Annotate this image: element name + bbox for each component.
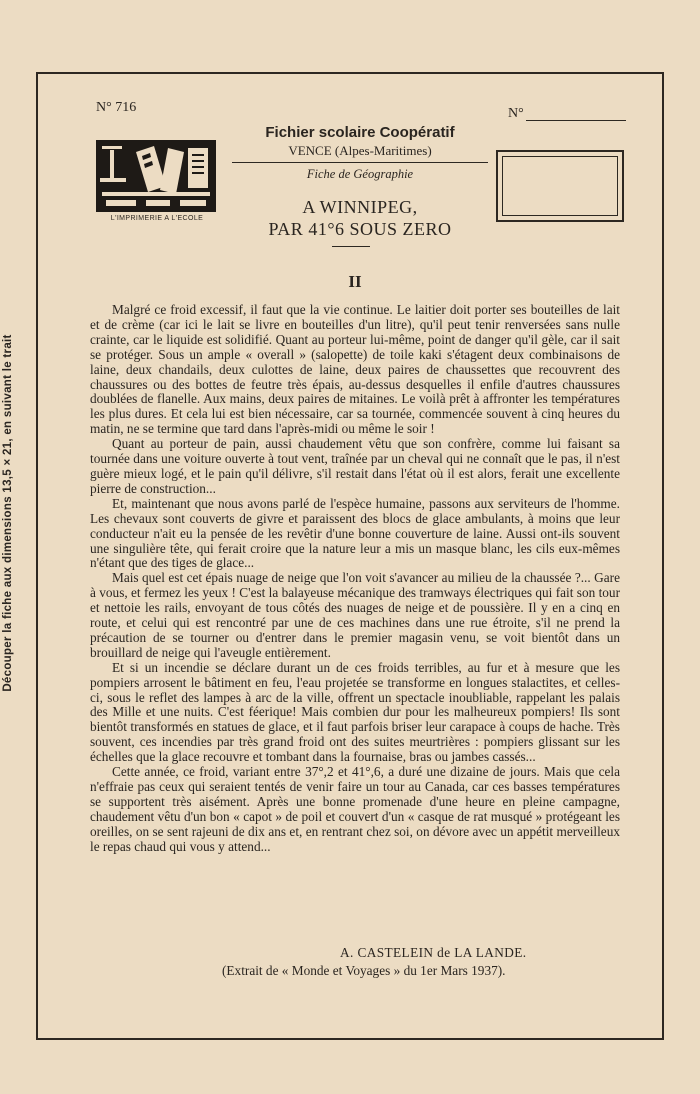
blank-number-label: N° [508, 106, 524, 121]
paragraph: Quant au porteur de pain, aussi chaudement vêtu que son confrère, comme lui faisant sa tournée dans une voiture ouverte à tout vent, traînée par un cheval qui ne connaît que le pas, il n'est guère mieux logé, et le pain qu'il délivre, s'il restait dans l'état où il est alors, ferait une excellente pierre de construction... [90, 436, 620, 496]
cut-instruction: Découper la fiche aux dimensions 13,5 × 21, en suivant le trait [2, 334, 14, 692]
header-divider [232, 162, 488, 163]
paragraph: Et, maintenant que nous avons parlé de l'espèce humaine, passons aux serviteurs de l'homme. Les chevaux sont couverts de givre et paraissent des blocs de glace ambulants, à moins que leur conducteur n'ait eu la pensée de les revêtir d'une bonne couverture de laine. Aussi ont-ils souvent une singulière tête, qui ferait croire que la nature leur a mis un masque blanc, les cils eux-mêmes n'étant que des tiges de glace... [90, 495, 620, 571]
paragraph: Mais quel est cet épais nuage de neige que l'on voit s'avancer au milieu de la chaussée ?... Gare à vous, et fermez les yeux ! C'est la balayeuse mécanique des tramways électriques qui fait son tour et nettoie les rails, envoyant de tous côtés des nuages de neige et de poussière. Il y en a cinq en route, et celui qui est rencontré par une de ces machines dans une rue étroite, s'il ne prend la précaution de se tourner ou d'entrer dans le premier magasin venu, se voit bientôt dans un brouillard de neige qui l'aveugle entièrement. [90, 570, 620, 660]
article-title-line2: PAR 41°6 SOUS ZERO [268, 219, 452, 239]
label-box-inner [502, 156, 618, 216]
title-divider [332, 246, 370, 247]
article-body [90, 303, 620, 855]
paragraph: Malgré ce froid excessif, il faut que la vie continue. Le laitier doit porter ses bouteilles de lait et de crème (car ici le lait se livre en bouteilles d'un litre), qu'il peut tenir renversées sans nulle crainte, car le liquide est solidifié. Quant au porteur lui-même, point de danger qu'il gèle, car il sait se protéger. Sous un ample « overall » (salopette) de toile kaki s'étagent deux combinaisons de laine, deux chandails, deux culottes de laine, deux paires de chaussettes que recouvrent des chaussures ou des bottes de feutre très épais, au-dessus desquelles il enfile d'autres chaussures doublées de flanelle. Aux mains, deux paires de mitaines. Le voilà prêt à affronter les températures les plus dures. Et cela lui est bien nécessaire, car sa tournée, commencée souvent à cinq heures du matin, ne se termine que tard dans l'après-midi ou même le soir ! [90, 302, 620, 437]
logo-caption: L'IMPRIMERIE A L'ECOLE [110, 215, 204, 222]
publisher-place: VENCE (Alpes-Maritimes) [288, 143, 432, 158]
article-title [230, 196, 490, 240]
blank-number-line [526, 120, 626, 121]
label-box [496, 150, 624, 222]
printing-press-logo [96, 140, 216, 212]
paragraph: Cette année, ce froid, variant entre 37°,2 et 41°,6, a duré une dizaine de jours. Mais que cela n'effraie pas ceux qui seraient tentés de venir faire un tour au Canada, car ces basses températures se supportent très aisément. Après une bonne promenade d'une heure en pleine campagne, chaudement vêtu d'un bon « capot » de poil et couvert d'un « casque de rat musqué » protégeant les oreilles, on se sent rajeuni de dix ans et, en rentrant chez soi, on dévore avec un appétit merveilleux le repas chaud qui vous y attend... [90, 764, 620, 854]
source-citation: (Extrait de « Monde et Voyages » du 1er Mars 1937). [222, 963, 506, 978]
publisher-title: Fichier scolaire Coopératif [265, 124, 455, 141]
author-signature: A. CASTELEIN de LA LANDE. [340, 945, 527, 960]
article-title-line1: A WINNIPEG, [302, 197, 418, 217]
fiche-number: N° 716 [96, 100, 137, 115]
section-number: II [348, 272, 362, 291]
fiche-type: Fiche de Géographie [306, 167, 414, 181]
paragraph: Et si un incendie se déclare durant un de ces froids terribles, au fur et à mesure que les pompiers arrosent le bâtiment en feu, l'eau projetée se transforme en longues stalactites, et celles-ci, sous le reflet des lampes à arc de la ville, offrent un spectacle inoubliable, rappelant les palais des Mille et une nuits. C'est féerique! Mais combien dur pour les malheureux pompiers! Ils sont bientôt transformés en statues de glace, et il faut parfois briser leur carapace à coups de hache. Très souvent, ces incendies par très grand froid ont des suites meurtrières : pompiers glissant sur les échelles que la glace recouvre et tombant dans la fournaise, bras ou jambes cassés... [90, 659, 620, 765]
